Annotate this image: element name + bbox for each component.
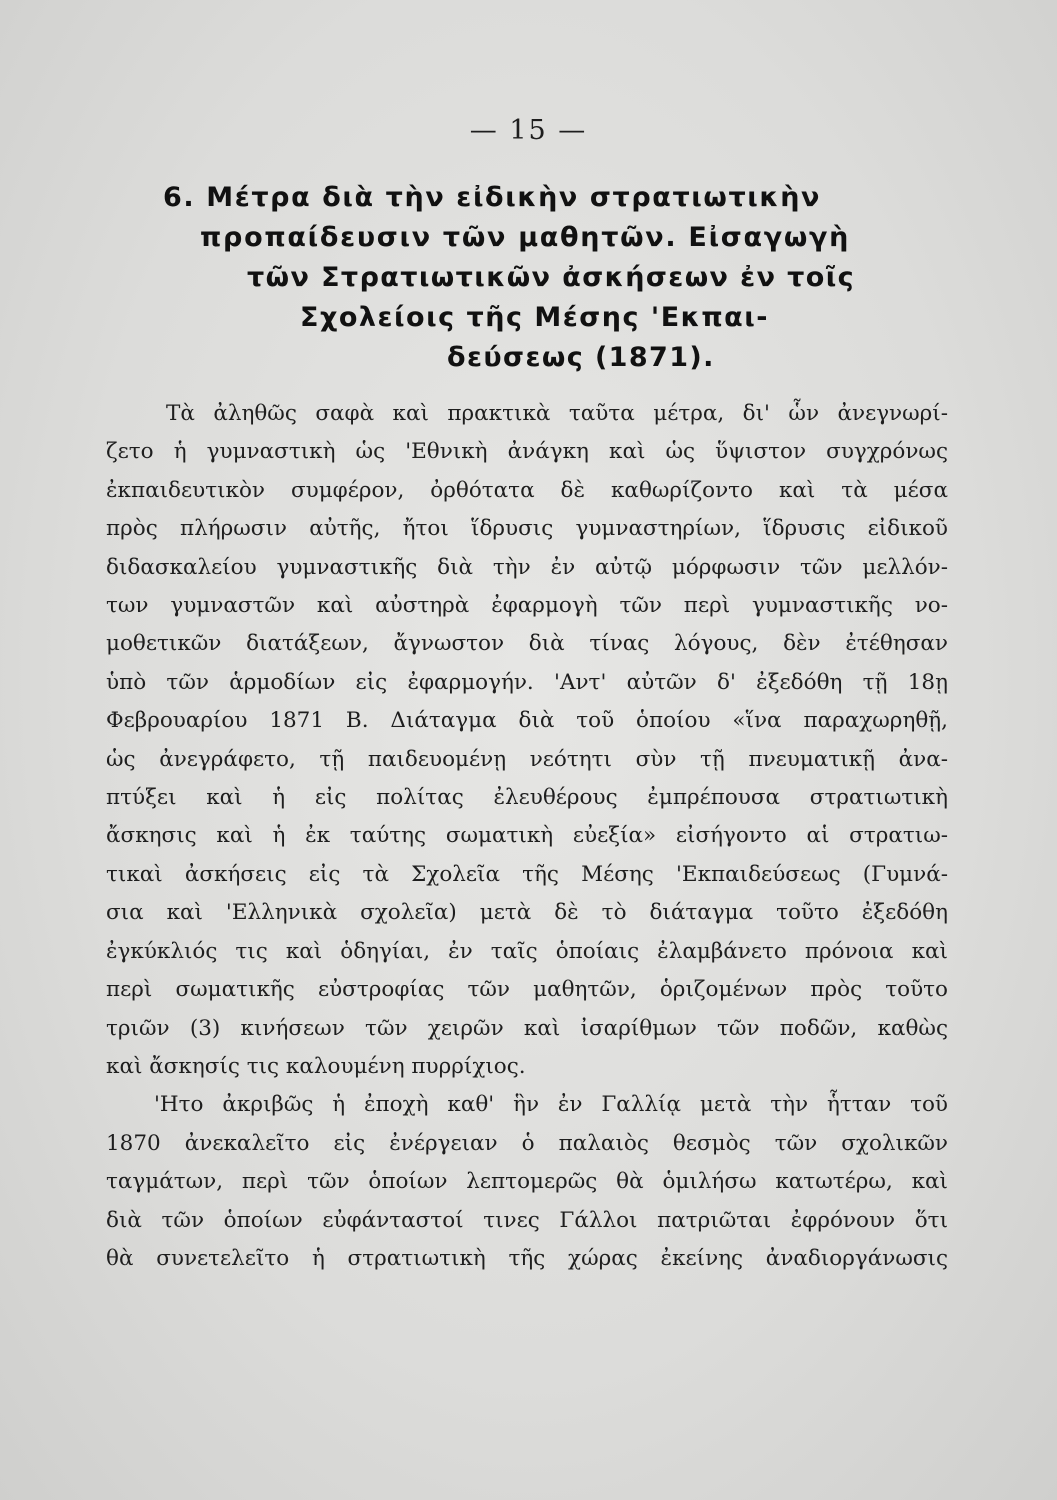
text-line: ὑπὸ τῶν ἁρμοδίων εἰς ἐφαρμογήν. 'Αντ' αὐτῶν δ' ἐξεδόθη τῇ 18ῃ — [106, 669, 948, 695]
heading-line: δεύσεως (1871). — [447, 342, 715, 373]
text-line: θὰ συνετελεῖτο ἡ στρατιωτικὴ τῆς χώρας ἐκείνης ἀναδιοργάνωσις — [106, 1245, 948, 1271]
text-line: Φεβρουαρίου 1871 Β. Διάταγμα διὰ τοῦ ὁποίου «ἵνα παραχωρηθῇ, — [106, 708, 948, 734]
text-line: καὶ ἄσκησίς τις καλουμένη πυρρίχιος. — [106, 1053, 526, 1079]
text-line: τικαὶ ἀσκήσεις εἰς τὰ Σχολεῖα τῆς Μέσης 'Εκπαιδεύσεως (Γυμνά- — [106, 861, 948, 887]
text-line: 'Ητο ἀκριβῶς ἡ ἐποχὴ καθ' ἣν ἐν Γαλλίᾳ μετὰ τὴν ἧτταν τοῦ — [154, 1092, 948, 1118]
heading-line: τῶν Στρατιωτικῶν ἀσκήσεων ἐν τοῖς — [247, 262, 856, 293]
text-line: Τὰ ἀληθῶς σαφὰ καὶ πρακτικὰ ταῦτα μέτρα, δι' ὧν ἀνεγνωρί- — [166, 401, 948, 426]
text-line: των γυμναστῶν καὶ αὐστηρὰ ἐφαρμογὴ τῶν περὶ γυμναστικῆς νο- — [106, 593, 948, 619]
section-heading — [163, 178, 953, 378]
text-line: 1870 ἀνεκαλεῖτο εἰς ἐνέργειαν ὁ παλαιὸς θεσμὸς τῶν σχολικῶν — [106, 1130, 948, 1156]
text-line: διδασκαλείου γυμναστικῆς διὰ τὴν ἐν αὐτῷ μόρφωσιν τῶν μελλόν- — [106, 554, 948, 580]
heading-line: Σχολείοις τῆς Μέσης 'Εκπαι- — [300, 302, 769, 333]
text-line: ὡς ἀνεγράφετο, τῇ παιδευομένῃ νεότητι σὺν τῇ πνευματικῇ ἀνα- — [106, 746, 948, 772]
text-line: ἄσκησις καὶ ἡ ἐκ ταύτης σωματικὴ εὐεξία» εἰσήγοντο αἱ στρατιω- — [106, 823, 948, 849]
text-line: μοθετικῶν διατάξεων, ἄγνωστον διὰ τίνας λόγους, δὲν ἐτέθησαν — [106, 631, 948, 657]
text-line: τριῶν (3) κινήσεων τῶν χειρῶν καὶ ἰσαρίθμων τῶν ποδῶν, καθὼς — [106, 1015, 948, 1041]
text-line: ἐγκύκλιός τις καὶ ὁδηγίαι, ἐν ταῖς ὁποίαις ἐλαμβάνετο πρόνοια καὶ — [106, 938, 948, 964]
text-line: ταγμάτων, περὶ τῶν ὁποίων λεπτομερῶς θὰ ὁμιλήσω κατωτέρω, καὶ — [106, 1169, 948, 1195]
text-line: ἐκπαιδευτικὸν συμφέρον, ὀρθότατα δὲ καθωρίζοντο καὶ τὰ μέσα — [106, 477, 948, 503]
heading-line: 6. Μέτρα διὰ τὴν εἰδικὴν στρατιωτικὴν — [163, 182, 822, 213]
body-text — [106, 395, 948, 1278]
text-line: ζετο ἡ γυμναστικὴ ὡς 'Εθνικὴ ἀνάγκη καὶ ὡς ὕψιστον συγχρόνως — [106, 439, 948, 465]
text-line: πρὸς πλήρωσιν αὐτῆς, ἤτοι ἵδρυσις γυμναστηρίων, ἵδρυσις εἰδικοῦ — [106, 516, 948, 542]
heading-line: προπαίδευσιν τῶν μαθητῶν. Εἰσαγωγὴ — [200, 222, 851, 253]
text-line: περὶ σωματικῆς εὐστροφίας τῶν μαθητῶν, ὁριζομένων πρὸς τοῦτο — [106, 977, 948, 1003]
text-line: πτύξει καὶ ἡ εἰς πολίτας ἐλευθέρους ἐμπρέπουσα στρατιωτικὴ — [106, 785, 948, 811]
page-number: — 15 — — [469, 115, 588, 146]
text-line: σια καὶ 'Ελληνικὰ σχολεῖα) μετὰ δὲ τὸ διάταγμα τοῦτο ἐξεδόθη — [106, 900, 948, 926]
text-line: διὰ τῶν ὁποίων εὐφάνταστοί τινες Γάλλοι πατριῶται ἐφρόνουν ὅτι — [106, 1207, 948, 1233]
